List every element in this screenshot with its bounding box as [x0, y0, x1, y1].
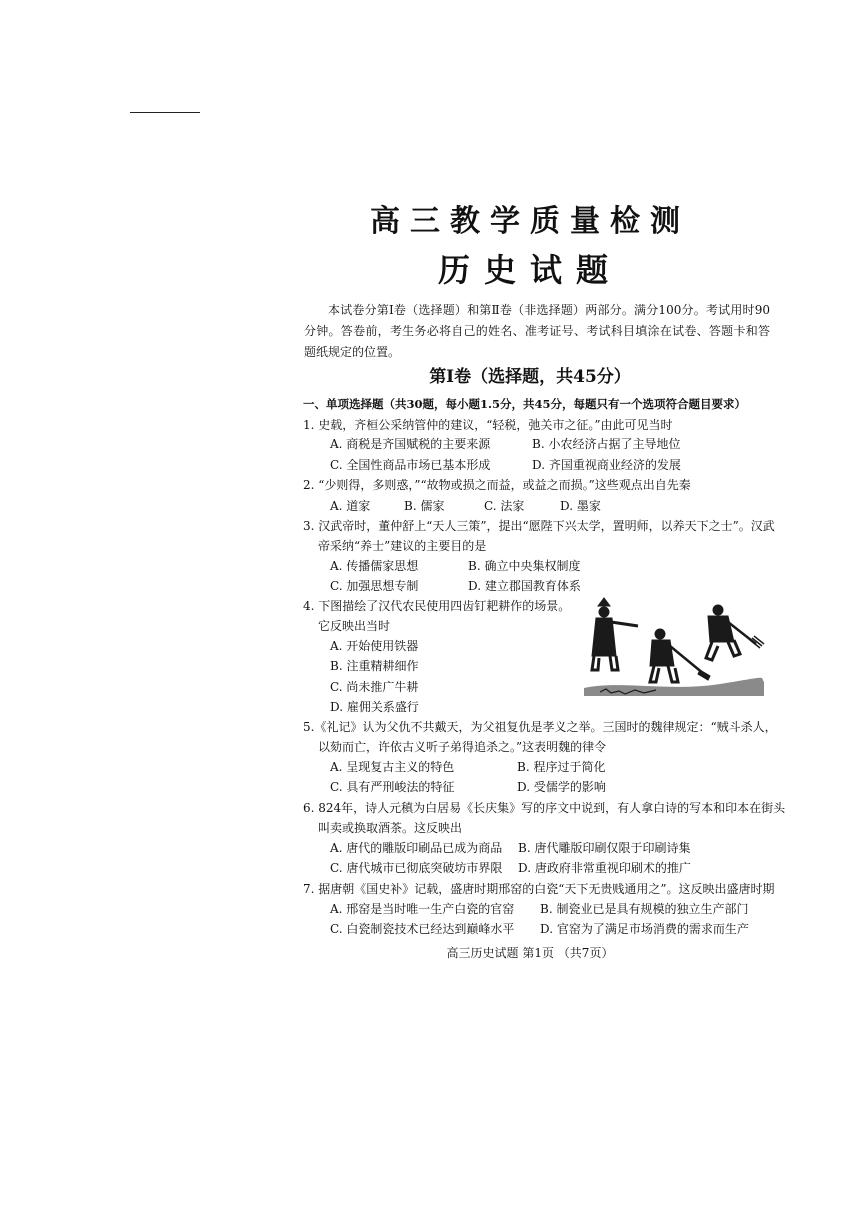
question-6-option-b: B. 唐代雕版印刷仅限于印刷诗集 [518, 841, 691, 855]
exam-title: 高三教学质量检测 [370, 204, 690, 239]
question-3-option-b: B. 确立中央集权制度 [468, 559, 581, 573]
header-rule [130, 112, 200, 113]
question-4-option-d: D. 雇佣关系盛行 [330, 700, 419, 714]
farming-scene-illustration [580, 596, 766, 700]
question-1-option-b: B. 小农经济占据了主导地位 [532, 437, 681, 451]
question-3-stem-line1: 3. 汉武帝时，董仲舒上“天人三策”，提出“愿陛下兴太学，置明师，以养天下之士”。汉武 [303, 519, 775, 533]
question-3-stem-line2: 帝采纳“养士”建议的主要目的是 [318, 539, 487, 553]
question-1-option-c: C. 全国性商品市场已基本形成 [330, 458, 491, 472]
question-2-option-b: B. 儒家 [404, 499, 445, 513]
question-7-option-b: B. 制瓷业已是具有规模的独立生产部门 [540, 902, 749, 916]
question-7-option-a: A. 邢窑是当时唯一生产白瓷的官窑 [330, 902, 515, 916]
question-5-stem-line2: 以劾而亡，许依古义听子弟得追杀之。”这表明魏的律令 [318, 740, 607, 754]
section-title: 第Ⅰ卷（选择题，共45分） [429, 367, 631, 387]
question-2-stem: 2. “少则得，多则惑，”“故物或损之而益，或益之而损。”这些观点出自先秦 [303, 478, 691, 492]
question-7-option-c: C. 白瓷制瓷技术已经达到巅峰水平 [330, 922, 515, 936]
question-4-option-c: C. 尚未推广牛耕 [330, 680, 419, 694]
question-6-option-a: A. 唐代的雕版印刷品已成为商品 [330, 841, 503, 855]
part-heading: 一、单项选择题（共30题，每小题1.5分，共45分，每题只有一个选项符合题目要求） [303, 397, 747, 411]
question-5-option-b: B. 程序过于简化 [517, 760, 606, 774]
question-7-stem: 7. 据唐朝《国史补》记载，盛唐时期邢窑的白瓷“天下无贵贱通用之”。这反映出盛唐时期 [303, 882, 775, 896]
question-4-stem-line1: 4. 下图描绘了汉代农民使用四齿钉耙耕作的场景。 [303, 599, 571, 613]
question-6-option-c: C. 唐代城市已彻底突破坊市界限 [330, 861, 503, 875]
question-3-option-d: D. 建立郡国教育体系 [468, 579, 581, 593]
question-2-option-c: C. 法家 [484, 499, 525, 513]
question-6-stem-line1: 6. 824年，诗人元稹为白居易《长庆集》写的序文中说到，有人拿白诗的写本和印本在街头 [303, 801, 786, 815]
question-3-option-c: C. 加强思想专制 [330, 579, 419, 593]
page-footer: 高三历史试题 第1页 （共7页） [446, 946, 614, 960]
question-2-option-d: D. 墨家 [560, 499, 601, 513]
exam-instructions: 本试卷分第Ⅰ卷（选择题）和第Ⅱ卷（非选择题）两部分。满分100分。考试用时90分钟。答卷前，考生务必将自己的姓名、准考证号、考试科目填涂在试卷、答题卡和答题纸规定的位置。 [304, 303, 770, 359]
question-4-option-b: B. 注重精耕细作 [330, 659, 419, 673]
question-4-stem-line2: 它反映出当时 [318, 619, 391, 633]
question-3-option-a: A. 传播儒家思想 [330, 559, 419, 573]
exam-subject-title: 历史试题 [437, 251, 622, 289]
question-5-stem-line1: 5.《礼记》认为父仇不共戴天，为父祖复仇是孝义之举。三国时的魏律规定：“贼斗杀人， [303, 720, 777, 734]
question-7-option-d: D. 官窑为了满足市场消费的需求而生产 [540, 922, 749, 936]
question-2-option-a: A. 道家 [330, 499, 371, 513]
question-1-stem: 1. 史载，齐桓公采纳管仲的建议，“轻税，弛关市之征。”由此可见当时 [303, 418, 673, 432]
question-6-stem-line2: 叫卖或换取酒茶。这反映出 [318, 821, 463, 835]
question-5-option-d: D. 受儒学的影响 [517, 780, 606, 794]
question-6-option-d: D. 唐政府非常重视印刷术的推广 [518, 861, 691, 875]
question-1-option-d: D. 齐国重视商业经济的发展 [532, 458, 681, 472]
question-5-option-c: C. 具有严刑峻法的特征 [330, 780, 455, 794]
question-1-option-a: A. 商税是齐国赋税的主要来源 [330, 437, 491, 451]
question-5-option-a: A. 呈现复古主义的特色 [330, 760, 455, 774]
question-4-option-a: A. 开始使用铁器 [330, 639, 419, 653]
